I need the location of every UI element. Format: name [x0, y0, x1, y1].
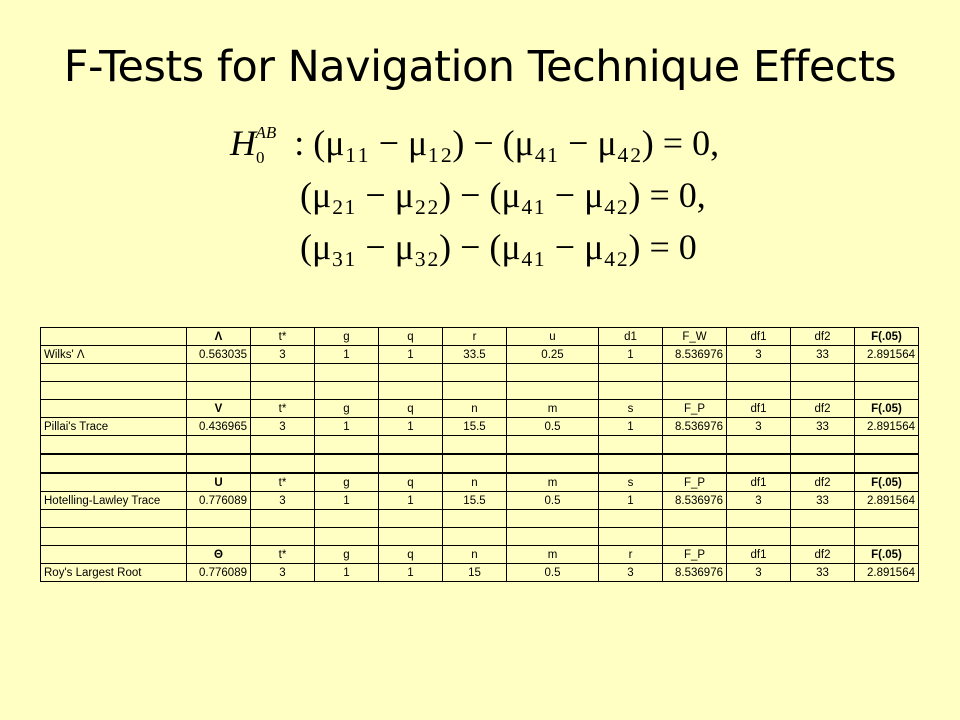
empty-cell: [41, 528, 187, 546]
header-cell: g: [315, 546, 379, 564]
empty-cell: [855, 528, 919, 546]
value-cell: 33.5: [443, 346, 507, 364]
header-cell: df1: [727, 328, 791, 346]
empty-cell: [379, 510, 443, 528]
empty-cell: [251, 382, 315, 400]
value-cell: 15: [443, 564, 507, 582]
value-cell: 1: [379, 418, 443, 436]
value-cell: 1: [315, 346, 379, 364]
empty-cell: [315, 364, 379, 382]
empty-cell: [855, 382, 919, 400]
empty-cell: [507, 528, 599, 546]
value-cell: 1: [315, 418, 379, 436]
value-cell: 1: [599, 418, 663, 436]
header-cell: d1: [599, 328, 663, 346]
header-cell: g: [315, 473, 379, 492]
header-cell: F_P: [663, 546, 727, 564]
empty-cell: [507, 454, 599, 473]
empty-cell: [187, 510, 251, 528]
value-cell: 3: [727, 418, 791, 436]
header-cell: m: [507, 400, 599, 418]
value-cell: 8.536976: [663, 346, 727, 364]
header-cell: [41, 473, 187, 492]
value-cell: 0.436965: [187, 418, 251, 436]
value-cell: 1: [315, 564, 379, 582]
value-cell: 33: [791, 564, 855, 582]
empty-cell: [41, 510, 187, 528]
empty-cell: [507, 510, 599, 528]
header-cell: q: [379, 328, 443, 346]
hypothesis-sup: AB: [255, 123, 277, 142]
value-cell: 1: [315, 492, 379, 510]
empty-cell: [663, 528, 727, 546]
statistic-name-cell: Wilks' Λ: [41, 346, 187, 364]
header-cell: Θ: [187, 546, 251, 564]
empty-cell: [599, 382, 663, 400]
value-cell: 0.563035: [187, 346, 251, 364]
empty-cell: [791, 510, 855, 528]
value-cell: 3: [599, 564, 663, 582]
empty-cell: [315, 510, 379, 528]
value-cell: 15.5: [443, 418, 507, 436]
table-row: [41, 564, 919, 582]
header-cell: r: [443, 328, 507, 346]
value-cell: 1: [379, 492, 443, 510]
f-test-table: [40, 327, 919, 582]
empty-cell: [791, 382, 855, 400]
empty-cell: [727, 510, 791, 528]
empty-cell: [727, 382, 791, 400]
value-cell: 1: [379, 564, 443, 582]
statistic-name-cell: Hotelling-Lawley Trace: [41, 492, 187, 510]
header-cell: m: [507, 546, 599, 564]
empty-cell: [251, 364, 315, 382]
empty-row: [41, 436, 919, 455]
empty-row: [41, 454, 919, 473]
empty-cell: [599, 454, 663, 473]
slide-title: F-Tests for Navigation Technique Effects: [63, 42, 897, 92]
empty-cell: [315, 436, 379, 455]
empty-cell: [507, 382, 599, 400]
empty-cell: [663, 364, 727, 382]
value-cell: 3: [251, 418, 315, 436]
header-cell: s: [599, 473, 663, 492]
value-cell: 3: [251, 492, 315, 510]
value-cell: 1: [379, 346, 443, 364]
empty-cell: [315, 454, 379, 473]
table-row: [41, 346, 919, 364]
empty-cell: [855, 364, 919, 382]
header-cell: F(.05): [855, 400, 919, 418]
header-cell: F_P: [663, 473, 727, 492]
empty-cell: [727, 436, 791, 455]
header-cell: [41, 400, 187, 418]
header-cell: df2: [791, 546, 855, 564]
empty-cell: [41, 454, 187, 473]
empty-row: [41, 364, 919, 382]
value-cell: 2.891564: [855, 492, 919, 510]
table-header-row: [41, 546, 919, 564]
value-cell: 0.5: [507, 492, 599, 510]
value-cell: 15.5: [443, 492, 507, 510]
value-cell: 1: [599, 492, 663, 510]
statistic-name-cell: Pillai's Trace: [41, 418, 187, 436]
empty-cell: [791, 454, 855, 473]
header-cell: df1: [727, 473, 791, 492]
empty-cell: [187, 382, 251, 400]
header-cell: F(.05): [855, 546, 919, 564]
value-cell: 3: [727, 564, 791, 582]
value-cell: 3: [727, 346, 791, 364]
table-header-row: [41, 473, 919, 492]
header-cell: t*: [251, 328, 315, 346]
value-cell: 0.5: [507, 418, 599, 436]
header-cell: Λ: [187, 328, 251, 346]
table-header-row: [41, 400, 919, 418]
empty-cell: [379, 436, 443, 455]
empty-cell: [251, 454, 315, 473]
empty-cell: [443, 382, 507, 400]
empty-cell: [379, 454, 443, 473]
hypothesis-h: H: [230, 123, 256, 163]
value-cell: 3: [251, 564, 315, 582]
header-cell: n: [443, 473, 507, 492]
value-cell: 2.891564: [855, 564, 919, 582]
empty-cell: [315, 528, 379, 546]
empty-cell: [443, 510, 507, 528]
header-cell: F(.05): [855, 328, 919, 346]
hypothesis-sub: 0: [256, 148, 265, 168]
header-cell: q: [379, 546, 443, 564]
value-cell: 0.776089: [187, 564, 251, 582]
empty-cell: [379, 364, 443, 382]
table-row: [41, 492, 919, 510]
value-cell: 3: [727, 492, 791, 510]
header-cell: df1: [727, 400, 791, 418]
table-header-row: [41, 328, 919, 346]
value-cell: 2.891564: [855, 418, 919, 436]
value-cell: 3: [251, 346, 315, 364]
empty-cell: [187, 364, 251, 382]
hypothesis-colon: :: [294, 123, 305, 163]
header-cell: t*: [251, 546, 315, 564]
value-cell: 0.25: [507, 346, 599, 364]
hypothesis-line-2: [300, 174, 706, 216]
empty-cell: [251, 528, 315, 546]
empty-cell: [187, 436, 251, 455]
header-cell: df2: [791, 473, 855, 492]
header-cell: [41, 328, 187, 346]
value-cell: 8.536976: [663, 492, 727, 510]
empty-cell: [251, 510, 315, 528]
empty-cell: [599, 364, 663, 382]
header-cell: F_P: [663, 400, 727, 418]
empty-cell: [855, 454, 919, 473]
value-cell: 33: [791, 346, 855, 364]
header-cell: t*: [251, 400, 315, 418]
header-cell: n: [443, 546, 507, 564]
header-cell: r: [599, 546, 663, 564]
hypothesis-line-3: [300, 226, 697, 268]
empty-cell: [187, 528, 251, 546]
empty-cell: [443, 454, 507, 473]
header-cell: U: [187, 473, 251, 492]
header-cell: df2: [791, 400, 855, 418]
empty-row: [41, 510, 919, 528]
header-cell: df1: [727, 546, 791, 564]
header-cell: q: [379, 400, 443, 418]
hypothesis-expr-3: (μ₃₁ − μ₃₂) − (μ₄₁ − μ₄₂) = 0: [300, 227, 697, 267]
header-cell: q: [379, 473, 443, 492]
value-cell: 0.5: [507, 564, 599, 582]
header-cell: F(.05): [855, 473, 919, 492]
header-cell: t*: [251, 473, 315, 492]
empty-cell: [727, 454, 791, 473]
empty-cell: [791, 364, 855, 382]
header-cell: m: [507, 473, 599, 492]
empty-row: [41, 382, 919, 400]
value-cell: 8.536976: [663, 564, 727, 582]
empty-cell: [379, 528, 443, 546]
hypothesis-expr-2: (μ₂₁ − μ₂₂) − (μ₄₁ − μ₄₂) = 0,: [300, 175, 706, 215]
empty-cell: [507, 364, 599, 382]
value-cell: 8.536976: [663, 418, 727, 436]
empty-cell: [41, 364, 187, 382]
empty-cell: [791, 436, 855, 455]
empty-cell: [727, 364, 791, 382]
table-row: [41, 418, 919, 436]
value-cell: 2.891564: [855, 346, 919, 364]
header-cell: g: [315, 400, 379, 418]
empty-cell: [599, 510, 663, 528]
value-cell: 1: [599, 346, 663, 364]
empty-cell: [663, 382, 727, 400]
header-cell: n: [443, 400, 507, 418]
empty-cell: [41, 382, 187, 400]
header-cell: df2: [791, 328, 855, 346]
hypothesis-line-1: [230, 122, 719, 168]
empty-cell: [855, 436, 919, 455]
hypothesis-expr-1: (μ₁₁ − μ₁₂) − (μ₄₁ − μ₄₂) = 0,: [313, 123, 720, 163]
empty-cell: [379, 382, 443, 400]
empty-cell: [663, 454, 727, 473]
header-cell: s: [599, 400, 663, 418]
statistic-name-cell: Roy's Largest Root: [41, 564, 187, 582]
empty-cell: [443, 436, 507, 455]
empty-cell: [251, 436, 315, 455]
empty-cell: [663, 436, 727, 455]
empty-cell: [315, 382, 379, 400]
header-cell: F_W: [663, 328, 727, 346]
value-cell: 0.776089: [187, 492, 251, 510]
empty-cell: [599, 436, 663, 455]
header-cell: u: [507, 328, 599, 346]
header-cell: [41, 546, 187, 564]
empty-cell: [599, 528, 663, 546]
empty-cell: [855, 510, 919, 528]
empty-cell: [443, 364, 507, 382]
empty-row: [41, 528, 919, 546]
header-cell: V: [187, 400, 251, 418]
empty-cell: [443, 528, 507, 546]
empty-cell: [187, 454, 251, 473]
header-cell: g: [315, 328, 379, 346]
empty-cell: [507, 436, 599, 455]
empty-cell: [663, 510, 727, 528]
value-cell: 33: [791, 492, 855, 510]
empty-cell: [727, 528, 791, 546]
empty-cell: [41, 436, 187, 455]
empty-cell: [791, 528, 855, 546]
value-cell: 33: [791, 418, 855, 436]
